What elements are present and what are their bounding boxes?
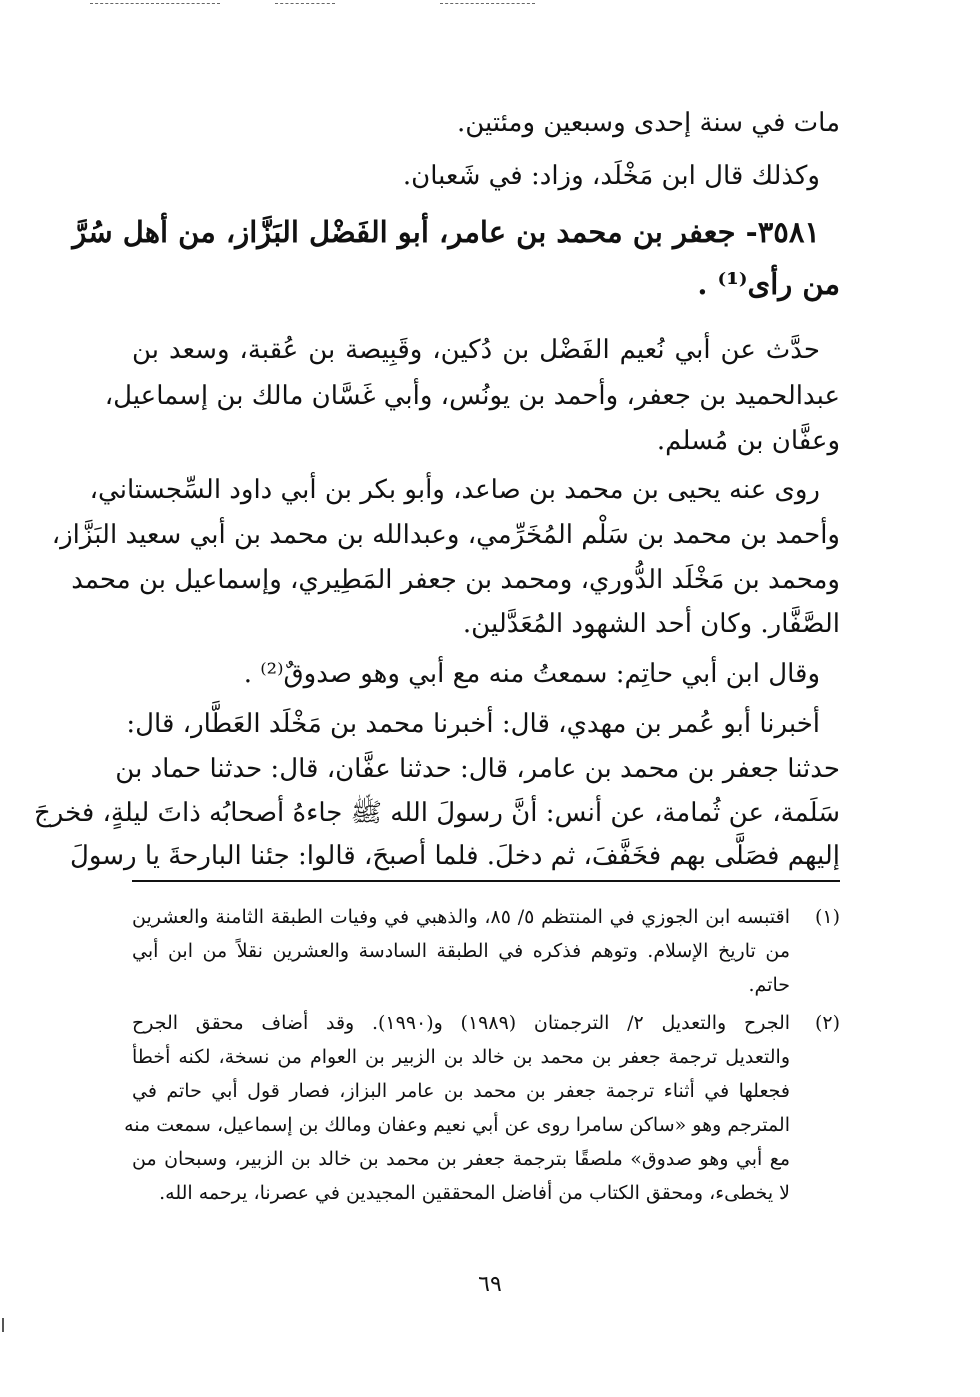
footnote-line: لا يخطىء، ومحقق الكتاب من أفاضل المحققين المجيدين في عصرنا، يرحمه الله. <box>159 1182 790 1204</box>
header-rule <box>275 3 335 4</box>
footnote-number: (٢) <box>814 1012 840 1034</box>
text-line: حدَّث عن أبي نُعيم الفَضْل بن دُكين، وقَبِيصة بن عُقبة، وسعد بن <box>132 335 820 365</box>
entry-heading: ٣٥٨١- جعفر بن محمد بن عامر، أبو الفَضْل البَزَّاز، من أهل سُرَّ <box>72 215 820 249</box>
footnote-line: مع أبي وهو صدوق» ملصقًا بترجمة جعفر بن محمد بن خالد بن الزبير، وسبحان من <box>132 1148 790 1170</box>
scan-edge-mark <box>2 1318 4 1332</box>
footnote-line: فجعلها في أثناء ترجمة جعفر بن محمد بن عامر البزاز، فصار قول أبي حاتم في <box>132 1080 790 1102</box>
footnote-line: من تاريخ الإسلام. وتوهم فذكره في الطبقة السادسة والعشرين نقلاً من ابن أبي <box>132 940 790 962</box>
footnote-number: (١) <box>814 906 840 928</box>
text-line: وعفَّان بن مُسلم. <box>656 426 840 456</box>
page-number: ٦٩ <box>478 1272 502 1297</box>
text-line: حدثنا جعفر بن محمد بن عامر، قال: حدثنا عفَّان، قال: حدثنا حماد بن <box>115 754 840 784</box>
footnote-line: حاتم. <box>748 974 790 996</box>
footnote-line: المترجم وهو «ساكن سامرا روى عن أبي نعيم وعفان ومالك بن إسماعيل، سمعت منه <box>124 1114 790 1136</box>
footnote-line: اقتبسه ابن الجوزي في المنتظم ٥/ ٨٥، والذهبي في وفيات الطبقة الثامنة والعشرين <box>132 906 791 928</box>
text-line: ومحمد بن مَخْلَد الدُّوري، ومحمد بن جعفر المَطِيري، وإسماعيل بن محمد <box>71 565 840 595</box>
text-line: وأحمد بن محمد بن سَلْم المُخَرِّمي، وعبدالله بن محمد بن أبي سعيد البَزَّاز، <box>51 520 840 550</box>
header-rule <box>440 3 535 4</box>
header-rule <box>90 3 220 4</box>
text-line: مات في سنة إحدى وسبعين ومئتين. <box>456 108 840 138</box>
footnote-line: والتعديل ترجمة جعفر بن محمد بن خالد بن الزبير بن العوام من نسخة، لكنه أخطأ <box>132 1046 790 1068</box>
text-line: سَلَمة، عن ثُمامة، عن أنس: أنَّ رسولَ الله ﷺ جاءهُ أصحابُه ذاتَ ليلةٍ، فخرجَ <box>33 798 840 828</box>
footnote-separator <box>132 880 840 882</box>
text-line: روى عنه يحيى بن محمد بن صاعد، وأبو بكر بن أبي داود السِّجستاني، <box>89 475 820 505</box>
text-line: وكذلك قال ابن مَخْلَد، وزاد: في شَعبان. <box>402 161 820 191</box>
text-line: عبدالحميد بن جعفر، وأحمد بن يونُس، وأبي غَسَّان مالك بن إسماعيل، <box>104 381 840 411</box>
text-line: إليهم فصَلَّى بهم فخَفَّفَ، ثم دخلَ. فلما أصبحَ، قالوا: جئنا البارحةَ يا رسولَ <box>69 841 840 871</box>
entry-heading-cont: من رأى⁽¹⁾ . <box>697 267 840 301</box>
footnote-line: الجرح والتعديل ٢/ الترجمتان (١٩٨٩) و(١٩٩٠). وقد أضاف محقق الجرح <box>132 1012 791 1034</box>
text-line: أخبرنا أبو عُمر بن مهدي، قال: أخبرنا محمد بن مَخْلَد العَطَّار، قال: <box>126 709 820 739</box>
text-line: الصَّفَّار. وكان أحد الشهود المُعَدَّلين. <box>462 609 840 639</box>
text-line: وقال ابن أبي حاتِم: سمعتُ منه مع أبي وهو صدوقٌ⁽²⁾ . <box>243 659 820 689</box>
